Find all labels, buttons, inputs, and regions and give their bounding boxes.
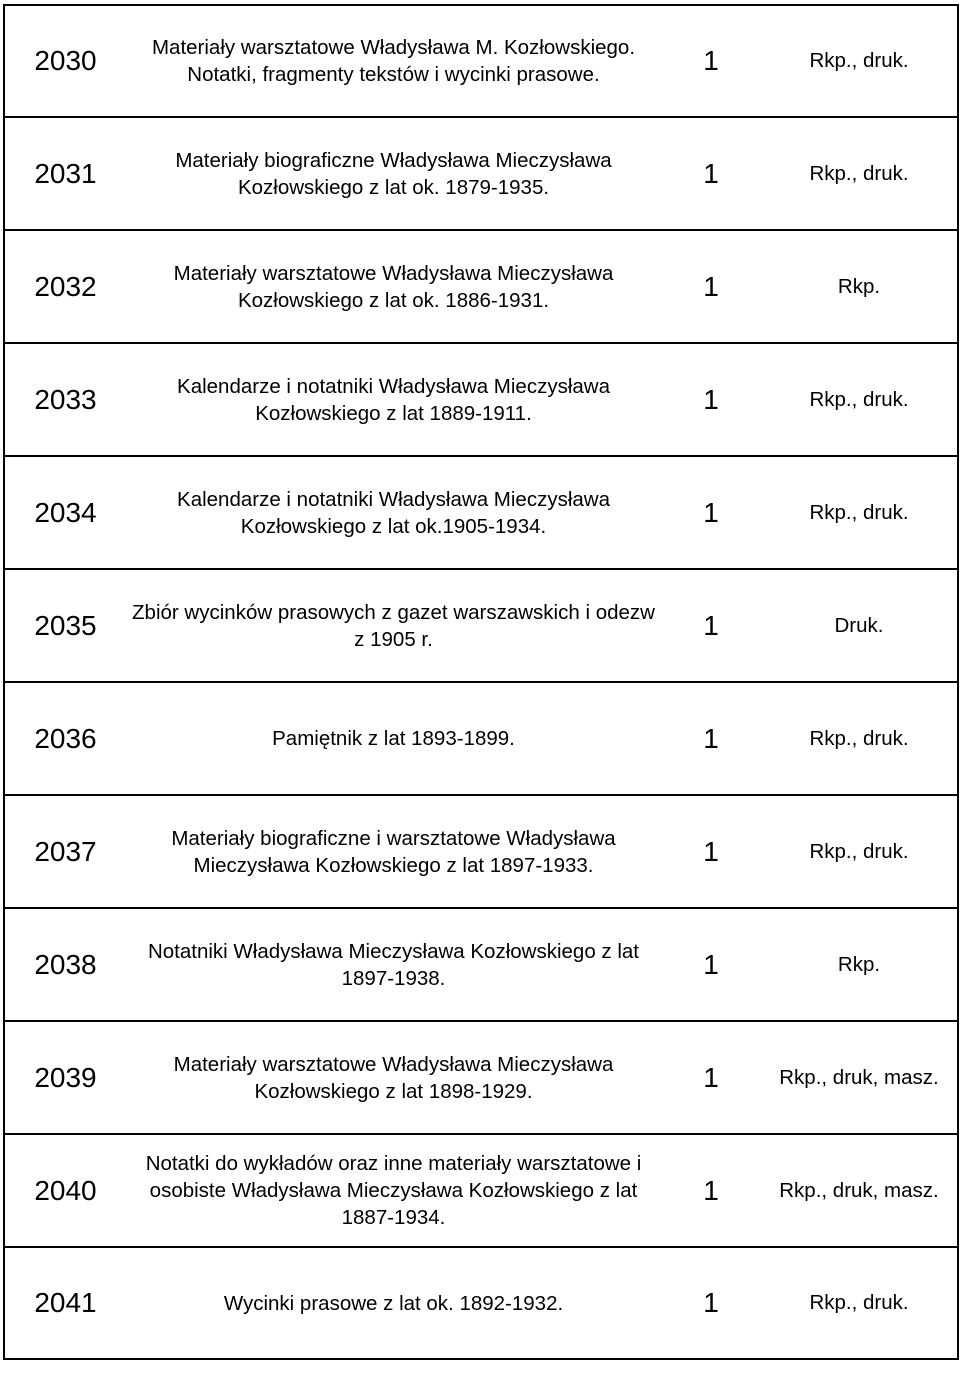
- item-material-type: Rkp., druk.: [761, 456, 958, 569]
- archive-inventory-table: [3, 4, 959, 1360]
- item-material-type: Rkp.: [761, 908, 958, 1021]
- item-description: [126, 5, 661, 117]
- description-line: Materiały warsztatowe Władysława M. Kozłowskiego.: [151, 36, 636, 59]
- item-number: 2040: [4, 1134, 126, 1247]
- item-volume-count: 1: [661, 908, 761, 1021]
- item-material-type: Rkp., druk, masz.: [761, 1021, 958, 1134]
- description-line: z 1905 r.: [354, 627, 433, 651]
- table-row: [4, 343, 958, 456]
- table-row: [4, 795, 958, 908]
- description-line: 1897-1938.: [341, 966, 446, 990]
- item-number: 2036: [4, 682, 126, 795]
- item-material-type: Rkp.: [761, 230, 958, 343]
- item-number: 2032: [4, 230, 126, 343]
- item-description: [126, 230, 661, 343]
- item-volume-count: 1: [661, 117, 761, 230]
- description-line: Pamiętnik z lat 1893-1899.: [272, 727, 515, 750]
- description-line: Kalendarze i notatniki Władysława Mieczysława: [177, 374, 610, 398]
- description-line: Mieczysława Kozłowskiego z lat 1897-1933.: [193, 853, 594, 877]
- item-number: 2041: [4, 1247, 126, 1359]
- item-description: [126, 343, 661, 456]
- item-volume-count: 1: [661, 5, 761, 117]
- table-row: [4, 1021, 958, 1134]
- description-line: Kozłowskiego z lat 1898-1929.: [254, 1079, 533, 1103]
- table-row: [4, 569, 958, 682]
- item-number: 2034: [4, 456, 126, 569]
- table-row: [4, 682, 958, 795]
- item-number: 2037: [4, 795, 126, 908]
- description-line: Materiały warsztatowe Władysława Mieczysława: [173, 261, 614, 285]
- item-description: [126, 1134, 661, 1247]
- description-line: Kalendarze i notatniki Władysława Mieczysława: [177, 487, 610, 511]
- description-line: Kozłowskiego z lat ok.1905-1934.: [240, 514, 547, 538]
- item-volume-count: 1: [661, 1247, 761, 1359]
- description-line: Notatki do wykładów oraz inne materiały warsztatowe i: [145, 1152, 642, 1175]
- item-material-type: Rkp., druk.: [761, 343, 958, 456]
- description-line: Materiały biograficzne Władysława Mieczysława: [175, 148, 612, 172]
- item-material-type: Rkp., druk.: [761, 117, 958, 230]
- description-line: Kozłowskiego z lat ok. 1879-1935.: [237, 175, 550, 199]
- description-line: Kozłowskiego z lat 1889-1911.: [255, 401, 532, 425]
- table-row: [4, 1134, 958, 1247]
- item-description: [126, 456, 661, 569]
- description-line: osobiste Władysława Mieczysława Kozłowskiego z lat: [149, 1179, 638, 1202]
- item-number: 2039: [4, 1021, 126, 1134]
- item-volume-count: 1: [661, 1134, 761, 1247]
- description-line: Zbiór wycinków prasowych z gazet warszawskich i odezw: [132, 600, 655, 624]
- description-line: Materiały warsztatowe Władysława Mieczysława: [173, 1052, 614, 1076]
- description-line: Notatniki Władysława Mieczysława Kozłowskiego z lat: [147, 939, 640, 963]
- item-number: 2038: [4, 908, 126, 1021]
- table-row: [4, 908, 958, 1021]
- item-volume-count: 1: [661, 456, 761, 569]
- description-line: Materiały biograficzne i warsztatowe Władysława: [171, 826, 616, 850]
- item-number: 2033: [4, 343, 126, 456]
- item-number: 2035: [4, 569, 126, 682]
- item-volume-count: 1: [661, 569, 761, 682]
- table-row: [4, 117, 958, 230]
- inventory-table-body: [4, 5, 958, 1359]
- item-description: [126, 908, 661, 1021]
- item-description: [126, 682, 661, 795]
- table-row: [4, 5, 958, 117]
- item-material-type: Rkp., druk.: [761, 5, 958, 117]
- item-description: [126, 1247, 661, 1359]
- item-description: [126, 1021, 661, 1134]
- description-line: Kozłowskiego z lat ok. 1886-1931.: [237, 288, 550, 312]
- item-volume-count: 1: [661, 682, 761, 795]
- item-description: [126, 569, 661, 682]
- description-line: Wycinki prasowe z lat ok. 1892-1932.: [223, 1291, 564, 1315]
- item-material-type: Rkp., druk.: [761, 682, 958, 795]
- item-material-type: Druk.: [761, 569, 958, 682]
- item-material-type: Rkp., druk.: [761, 1247, 958, 1359]
- item-volume-count: 1: [661, 230, 761, 343]
- item-material-type: Rkp., druk, masz.: [761, 1134, 958, 1247]
- table-row: [4, 230, 958, 343]
- item-volume-count: 1: [661, 795, 761, 908]
- item-description: [126, 117, 661, 230]
- item-number: 2031: [4, 117, 126, 230]
- description-line: Notatki, fragmenty tekstów i wycinki prasowe.: [187, 63, 600, 86]
- item-description: [126, 795, 661, 908]
- table-row: [4, 456, 958, 569]
- item-volume-count: 1: [661, 343, 761, 456]
- item-number: 2030: [4, 5, 126, 117]
- table-row: [4, 1247, 958, 1359]
- item-material-type: Rkp., druk.: [761, 795, 958, 908]
- description-line: 1887-1934.: [341, 1206, 446, 1229]
- item-volume-count: 1: [661, 1021, 761, 1134]
